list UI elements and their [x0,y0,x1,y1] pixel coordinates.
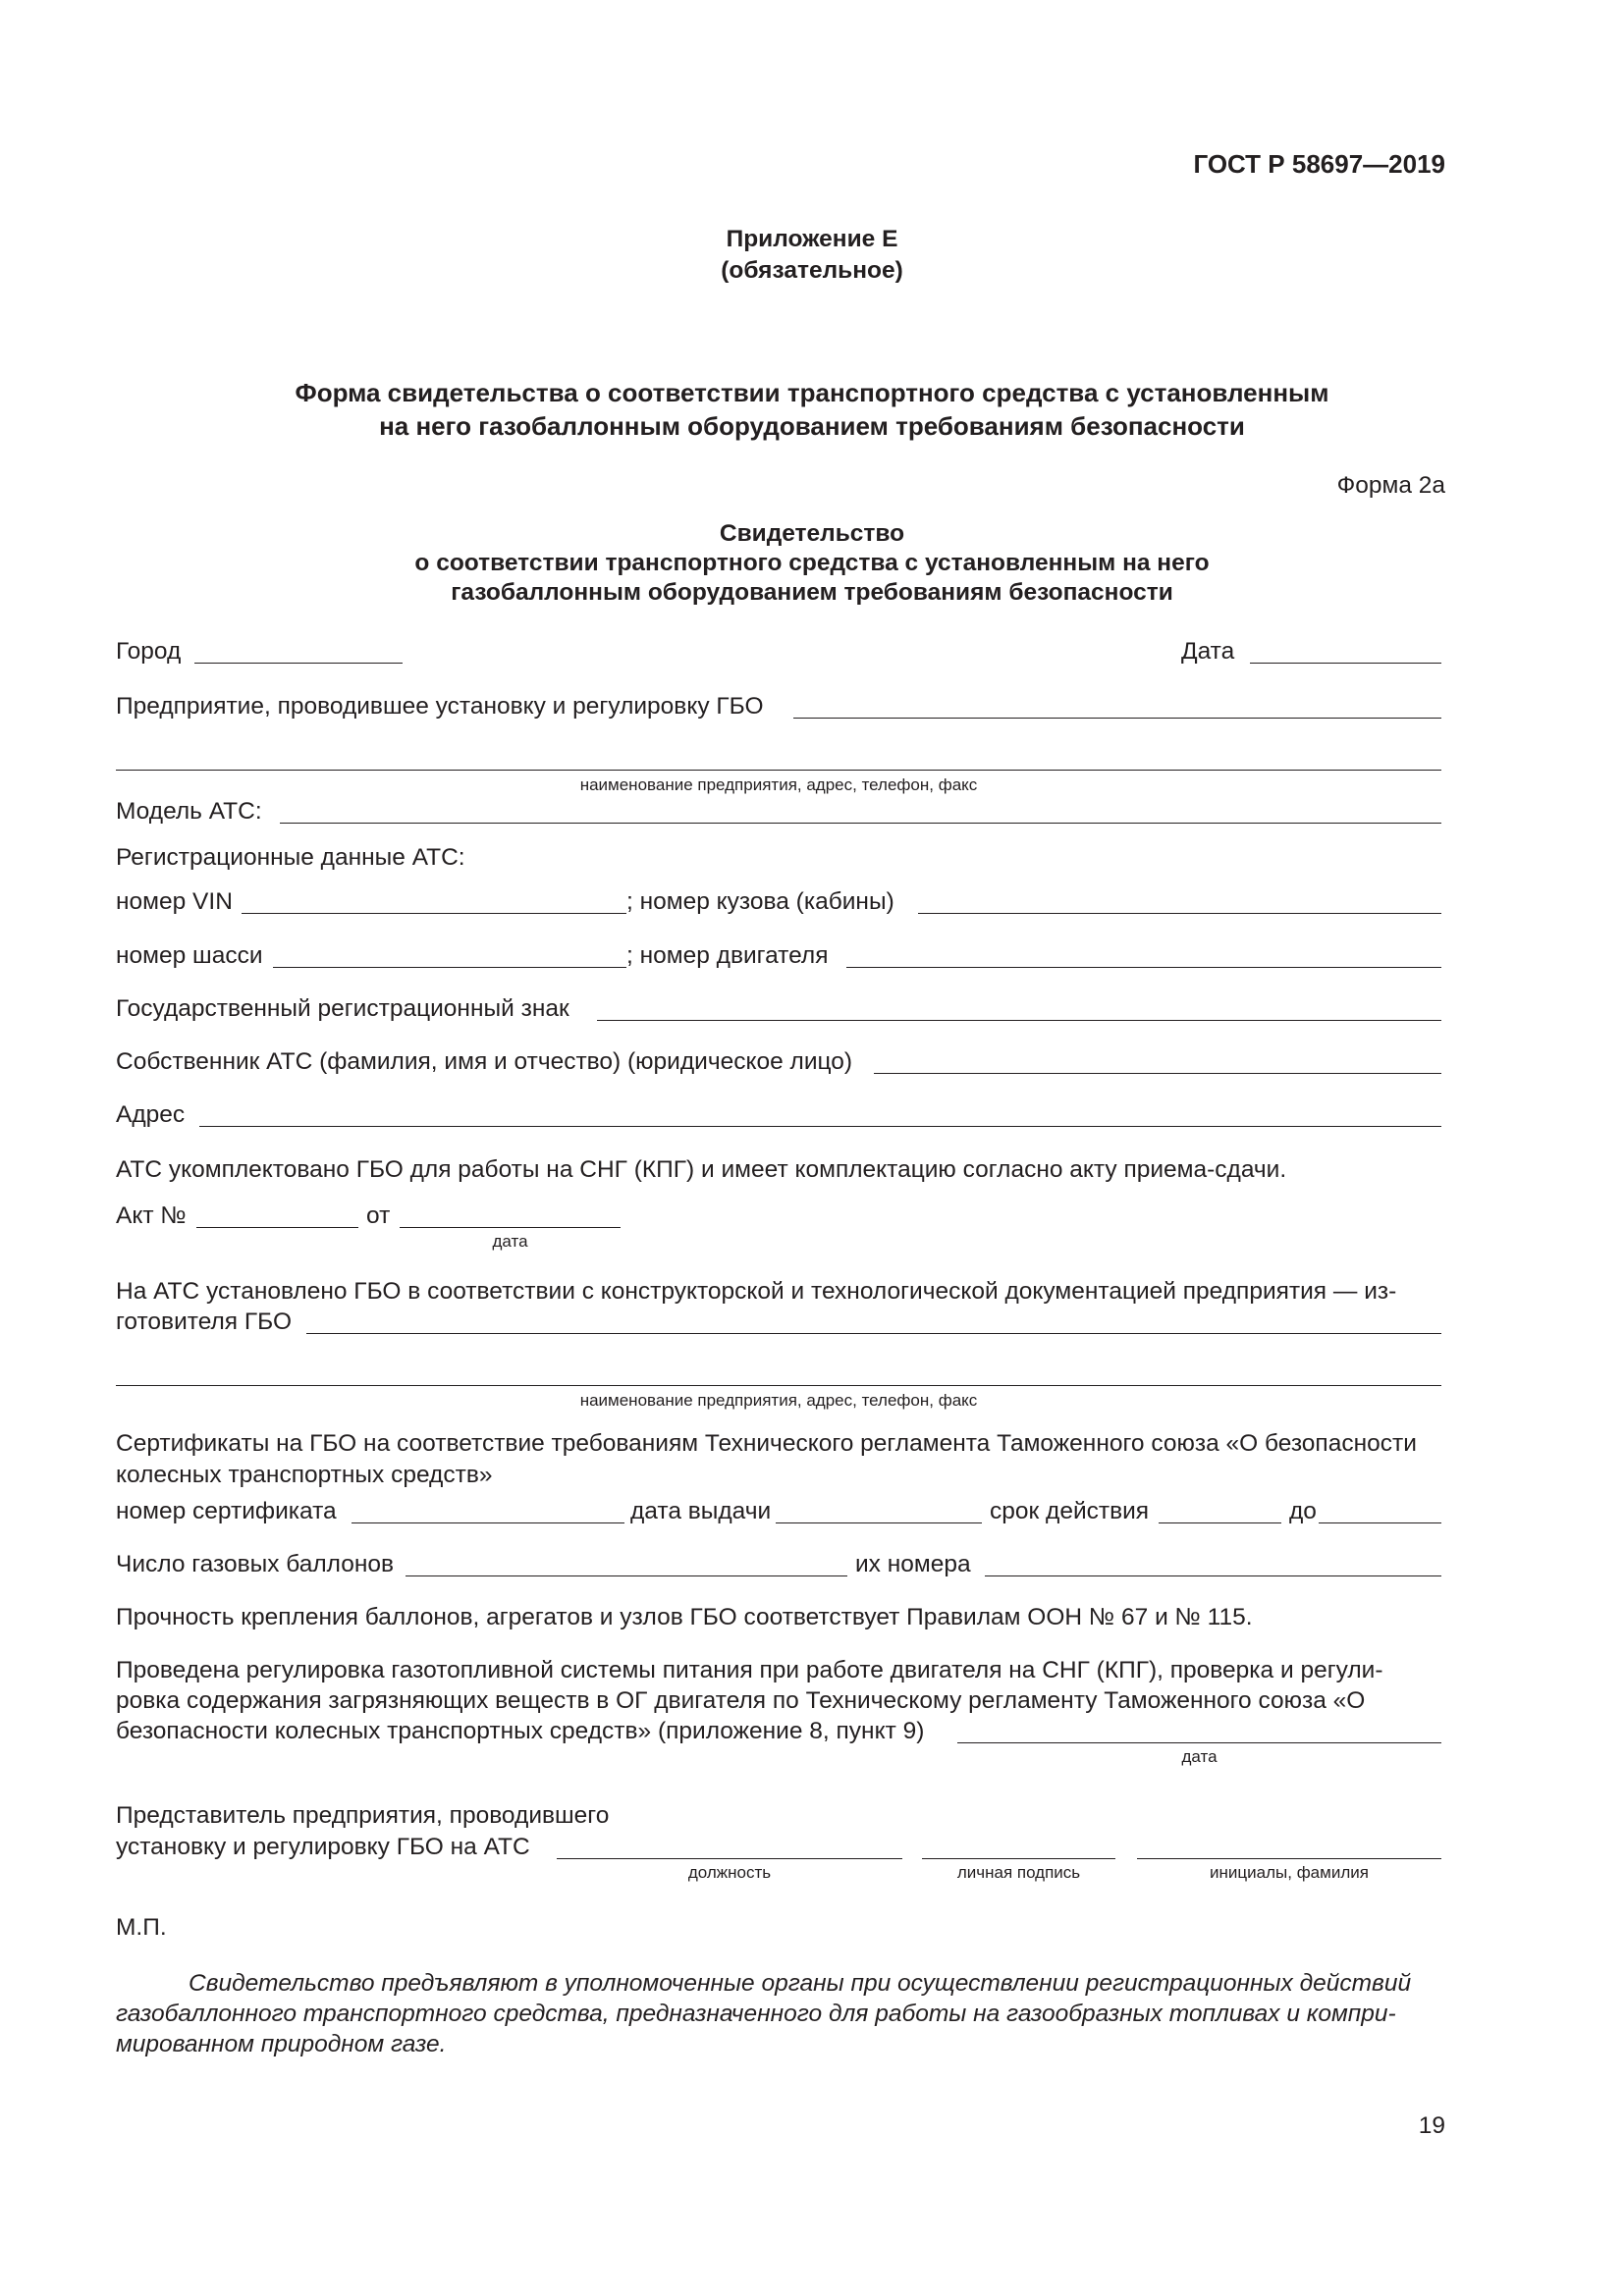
appendix-type: (обязательное) [721,257,903,284]
city-field[interactable] [194,663,403,664]
cylinders-numbers-label: их номера [855,1551,971,1577]
adjustment-text-line1: Проведена регулировка газотопливной системы питания при работе двигателя на СНГ (КПГ), проверка и регули- [116,1657,1383,1683]
adjustment-text-line3: безопасности колесных транспортных средств» (приложение 8, пункт 9) [116,1718,925,1744]
certificate-number-label: номер сертификата [116,1498,337,1524]
act-from-label: от [366,1202,391,1229]
stamp-label: М.П. [116,1914,167,1941]
body-number-field[interactable] [918,913,1441,914]
manufacturer-field-line2[interactable] [116,1385,1441,1386]
address-label: Адрес [116,1101,186,1128]
position-caption: должность [687,1863,772,1882]
cylinders-count-label: Число газовых баллонов [116,1551,395,1577]
equipped-text: АТС укомплектовано ГБО для работы на СНГ (КПГ) и имеет комплектацию согласно акту приема-сдачи. [116,1156,1287,1183]
enterprise-label: Предприятие, проводившее установку и регулировку ГБО [116,693,764,720]
standard-code: ГОСТ Р 58697—2019 [1193,149,1445,179]
signature-caption: личная подпись [956,1863,1081,1882]
owner-field[interactable] [874,1073,1441,1074]
name-field[interactable] [1137,1858,1441,1859]
adjustment-text-line2: ровка содержания загрязняющих веществ в ОГ двигателя по Техническому регламенту Таможенного союза «О [116,1687,1366,1714]
form-number: Форма 2а [1336,472,1445,499]
position-field[interactable] [557,1858,902,1859]
act-number-field[interactable] [196,1227,358,1228]
engine-label: ; номер двигателя [626,942,829,969]
plate-field[interactable] [597,1020,1441,1021]
chassis-field[interactable] [273,967,626,968]
chassis-label: номер шасси [116,942,263,969]
enterprise-caption: наименование предприятия, адрес, телефон, факс [579,775,978,794]
certificate-number-field[interactable] [352,1522,624,1523]
manufacturer-field[interactable] [306,1333,1441,1334]
representative-text-line2: установку и регулировку ГБО на АТС [116,1834,530,1860]
cylinders-count-field[interactable] [406,1575,847,1576]
issue-date-label: дата выдачи [630,1498,772,1524]
appendix-title: Приложение Е [726,226,898,252]
date-field[interactable] [1250,663,1441,664]
model-label: Модель АТС: [116,798,262,825]
cylinders-numbers-field[interactable] [985,1575,1441,1576]
until-label: до [1289,1498,1317,1524]
city-label: Город [116,638,182,665]
installed-text-line1: На АТС установлено ГБО в соответствии с конструкторской и технологической документацией предприятия — из- [116,1278,1397,1305]
issue-date-field[interactable] [776,1522,982,1523]
page-number: 19 [1418,2112,1445,2139]
signature-field[interactable] [922,1858,1115,1859]
body-number-label: ; номер кузова (кабины) [626,888,894,915]
certificates-text-line2: колесных транспортных средств» [116,1462,493,1488]
certificate-title-line2: о соответствии транспортного средства с установленным на него [414,550,1210,576]
address-field[interactable] [199,1126,1441,1127]
date-label: Дата [1181,638,1235,665]
note-line3: мированном природном газе. [116,2031,447,2057]
enterprise-field-line2[interactable] [116,770,1441,771]
installed-text-line2: готовителя ГБО [116,1308,293,1335]
plate-label: Государственный регистрационный знак [116,995,569,1022]
vin-field[interactable] [242,913,626,914]
enterprise-field[interactable] [793,718,1441,719]
valid-period-label: срок действия [990,1498,1150,1524]
manufacturer-caption: наименование предприятия, адрес, телефон, факс [579,1391,978,1410]
valid-period-field[interactable] [1159,1522,1281,1523]
adjustment-date-caption: дата [1181,1747,1218,1766]
vin-label: номер VIN [116,888,233,915]
representative-text-line1: Представитель предприятия, проводившего [116,1802,610,1829]
engine-field[interactable] [846,967,1441,968]
strength-text: Прочность крепления баллонов, агрегатов и узлов ГБО соответствует Правилам ООН № 67 и № 115. [116,1604,1253,1630]
note-line2: газобаллонного транспортного средства, предназначенного для работы на газообразных топливах и компри- [116,2001,1396,2027]
name-caption: инициалы, фамилия [1210,1863,1369,1882]
adjustment-date-field[interactable] [957,1742,1441,1743]
registration-data-label: Регистрационные данные АТС: [116,844,465,871]
certificates-text-line1: Сертификаты на ГБО на соответствие требованиям Технического регламента Таможенного союза «О безопасности [116,1430,1417,1457]
certificate-title-line3: газобаллонным оборудованием требованиям безопасности [451,579,1173,606]
form-title-line2: на него газобаллонным оборудованием требованиям безопасности [379,411,1245,441]
owner-label: Собственник АТС (фамилия, имя и отчество) (юридическое лицо) [116,1048,853,1075]
model-field[interactable] [280,823,1441,824]
until-field[interactable] [1319,1522,1441,1523]
act-date-field[interactable] [400,1227,621,1228]
act-number-label: Акт № [116,1202,187,1229]
certificate-title-line1: Свидетельство [719,520,905,547]
note-line1: Свидетельство предъявляют в уполномоченные органы при осуществлении регистрационных действий [189,1970,1412,1997]
form-title-line1: Форма свидетельства о соответствии транспортного средства с установленным [295,378,1329,407]
act-date-caption: дата [492,1232,528,1251]
